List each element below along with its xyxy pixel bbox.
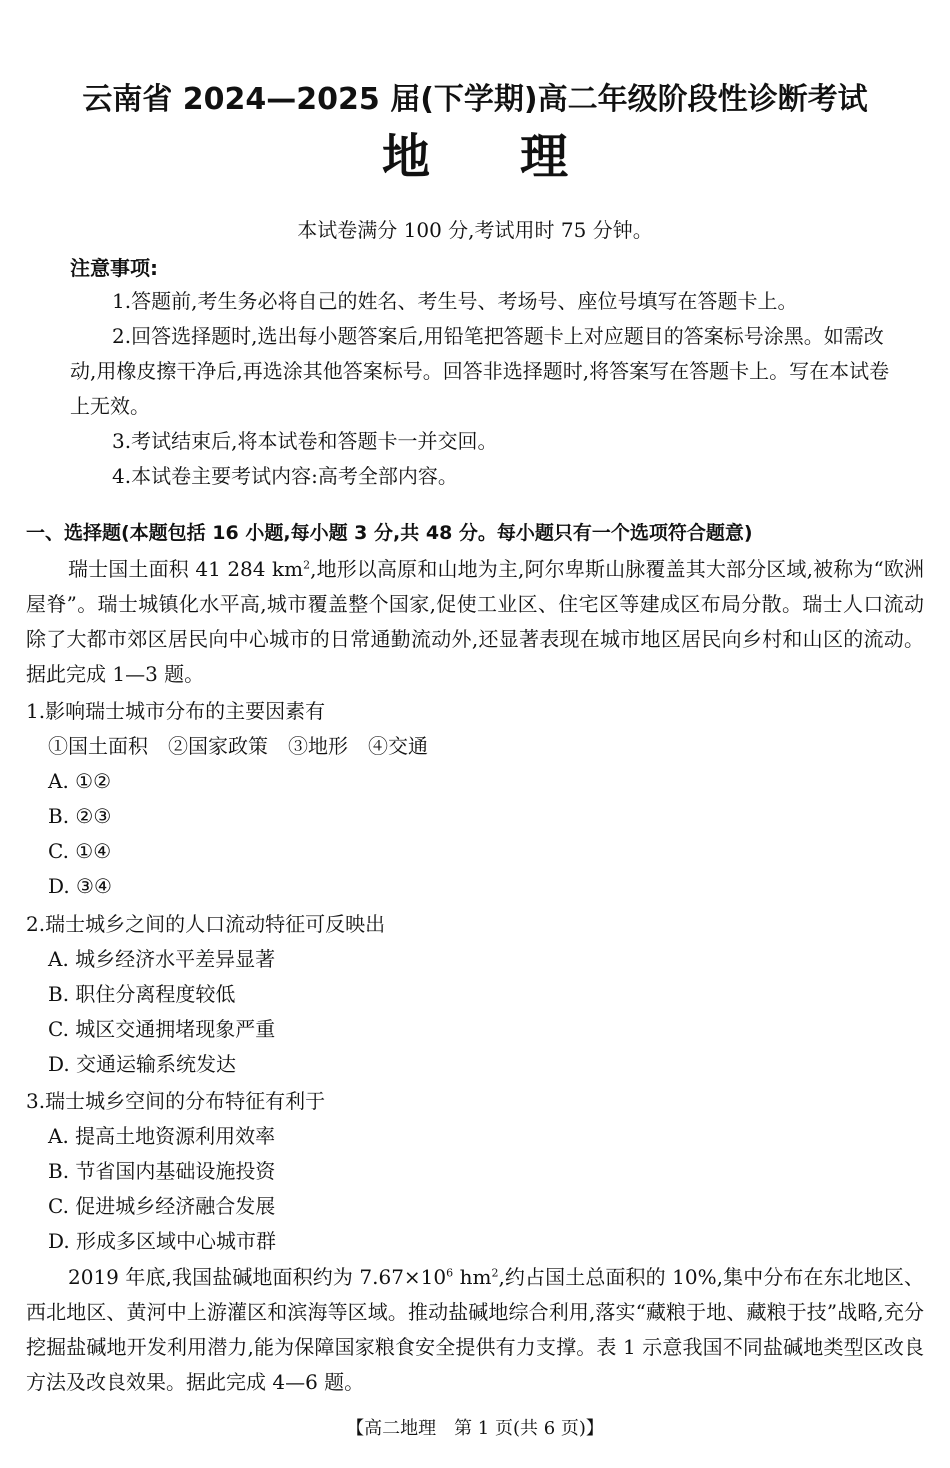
- notice-item: 3.考试结束后,将本试卷和答题卡一并交回。: [112, 429, 498, 453]
- material-text: 2019 年底,我国盐碱地面积约为 7.67×10: [68, 1265, 447, 1289]
- question-1: [26, 694, 924, 904]
- option-a: A. ①②: [48, 769, 112, 793]
- question-stem: 2.瑞士城乡之间的人口流动特征可反映出: [26, 912, 386, 936]
- superscript: 6: [446, 1266, 454, 1280]
- material-saline-land: [26, 1260, 924, 1400]
- notice-item: 1.答题前,考生务必将自己的姓名、考生号、考场号、座位号填写在答题卡上。: [112, 289, 798, 313]
- material-switzerland: [26, 552, 924, 692]
- option-b: B. ②③: [48, 804, 112, 828]
- exam-intro: 本试卷满分 100 分,考试用时 75 分钟。: [297, 218, 653, 242]
- option-c: C. 城区交通拥堵现象严重: [48, 1017, 276, 1041]
- option-b: B. 职住分离程度较低: [48, 982, 236, 1006]
- question-statements: ①国土面积 ②国家政策 ③地形 ④交通: [48, 734, 428, 758]
- option-d: D. 形成多区域中心城市群: [48, 1229, 277, 1253]
- section-heading: 一、选择题(本题包括 16 小题,每小题 3 分,共 48 分。每小题只有一个选项符合题意): [26, 522, 753, 544]
- notice-heading: 注意事项:: [70, 256, 158, 280]
- question-3: [26, 1084, 924, 1259]
- option-a: A. 城乡经济水平差异显著: [48, 947, 276, 971]
- superscript: 2: [303, 558, 311, 572]
- option-d: D. 交通运输系统发达: [48, 1052, 237, 1076]
- material-text: ,约占国土总面积的 10%,集中分布在东北地区、西北地区、黄河中上游灌区和滨海等区域。推动盐碱地综合利用,落实“藏粮于地、藏粮于技”战略,充分挖掘盐碱地开发利用潜力,能为保障国家粮食安全提供有力支撑。表 1 示意我国不同盐碱地类型区改良方法及改良效果。据此完成 4—6 题。: [26, 1265, 925, 1394]
- notice-item: 4.本试卷主要考试内容:高考全部内容。: [112, 464, 458, 488]
- option-d: D. ③④: [48, 874, 112, 898]
- question-stem: 3.瑞士城乡空间的分布特征有利于: [26, 1089, 326, 1113]
- page-footer: 【高二地理 第 1 页(共 6 页)】: [346, 1418, 604, 1439]
- option-c: C. ①④: [48, 839, 112, 863]
- subject-title: 地理: [381, 129, 658, 185]
- material-text: hm: [453, 1265, 492, 1289]
- question-2: [26, 907, 924, 1082]
- material-text: 瑞士国土面积 41 284 km: [68, 557, 304, 581]
- question-stem: 1.影响瑞士城市分布的主要因素有: [26, 699, 326, 723]
- exam-title: 云南省 2024—2025 届(下学期)高二年级阶段性诊断考试: [82, 82, 868, 117]
- notice-list: [70, 284, 890, 494]
- material-text: ,地形以高原和山地为主,阿尔卑斯山脉覆盖其大部分区域,被称为“欧洲屋脊”。瑞士城镇化水平高,城市覆盖整个国家,促使工业区、住宅区等建成区布局分散。瑞士人口流动除了大都市郊区居民向中心城市的日常通勤流动外,还显著表现在城市地区居民向乡村和山区的流动。据此完成 1—3 题。: [26, 557, 925, 686]
- superscript: 2: [491, 1266, 499, 1280]
- notice-item: 2.回答选择题时,选出每小题答案后,用铅笔把答题卡上对应题目的答案标号涂黑。如需改动,用橡皮擦干净后,再选涂其他答案标号。回答非选择题时,将答案写在答题卡上。写在本试卷上无效。: [70, 324, 890, 418]
- option-c: C. 促进城乡经济融合发展: [48, 1194, 276, 1218]
- option-b: B. 节省国内基础设施投资: [48, 1159, 276, 1183]
- option-a: A. 提高土地资源利用效率: [48, 1124, 276, 1148]
